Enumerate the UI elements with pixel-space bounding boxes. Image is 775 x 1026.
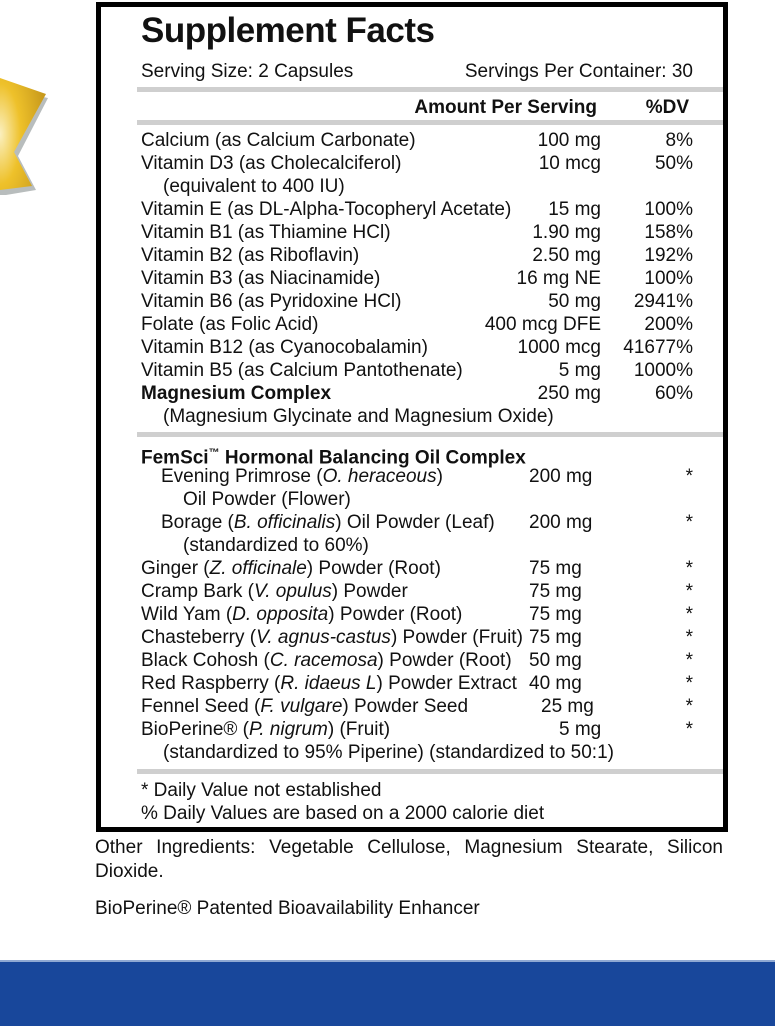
- nutrient-row: Vitamin D3 (as Cholecalciferol) 10 mcg 50%: [141, 153, 693, 174]
- blend-item: Evening Primrose (O. heraceous) 200 mg *: [161, 466, 693, 487]
- divider: [137, 769, 723, 774]
- nutrient-row: Calcium (as Calcium Carbonate) 100 mg 8%: [141, 130, 693, 151]
- servings-per-container: Servings Per Container: 30: [464, 61, 693, 82]
- nutrient-row: Magnesium Complex 250 mg 60%: [141, 383, 693, 404]
- nutrient-note: (Magnesium Glycinate and Magnesium Oxide): [163, 406, 554, 427]
- nutrient-row: Vitamin E (as DL-Alpha-Tocopheryl Acetate) 15 mg 100%: [141, 199, 693, 220]
- bioperine-note: BioPerine® Patented Bioavailability Enhancer: [95, 898, 480, 919]
- nutrient-row: Vitamin B12 (as Cyanocobalamin) 1000 mcg 41677%: [141, 337, 693, 358]
- dv-header: %DV: [645, 97, 689, 118]
- nutrient-row: Vitamin B2 (as Riboflavin) 2.50 mg 192%: [141, 245, 693, 266]
- herb-row: Black Cohosh (C. racemosa) Powder (Root) 50 mg *: [141, 650, 693, 671]
- gold-decorative-shape: [0, 70, 50, 195]
- herb-row: Chasteberry (V. agnus-castus) Powder (Fruit) 75 mg *: [141, 627, 693, 648]
- serving-size: Serving Size: 2 Capsules: [141, 61, 354, 82]
- herb-note: (standardized to 95% Piperine) (standardized to 50:1): [163, 742, 614, 763]
- blend-item: Borage (B. officinalis) Oil Powder (Leaf) 200 mg *: [161, 512, 693, 533]
- herb-row: Cramp Bark (V. opulus) Powder 75 mg *: [141, 581, 693, 602]
- nutrient-row: Folate (as Folic Acid) 400 mcg DFE 200%: [141, 314, 693, 335]
- blend-title: FemSci™ Hormonal Balancing Oil Complex: [141, 447, 526, 469]
- nutrient-row: Vitamin B5 (as Calcium Pantothenate) 5 mg 1000%: [141, 360, 693, 381]
- blend-item-note: (standardized to 60%): [183, 535, 369, 556]
- panel-title: Supplement Facts: [141, 11, 435, 50]
- footnote-dv-not-established: * Daily Value not established: [141, 780, 382, 801]
- divider: [137, 120, 723, 125]
- blue-footer-band: [0, 960, 775, 1026]
- herb-row: Wild Yam (D. opposita) Powder (Root) 75 mg *: [141, 604, 693, 625]
- nutrient-row: Vitamin B3 (as Niacinamide) 16 mg NE 100%: [141, 268, 693, 289]
- serving-info: [141, 61, 693, 83]
- herb-row: Red Raspberry (R. idaeus L) Powder Extract 40 mg *: [141, 673, 693, 694]
- supplement-facts-panel: [96, 2, 728, 832]
- divider: [137, 87, 723, 92]
- nutrient-row: Vitamin B1 (as Thiamine HCl) 1.90 mg 158%: [141, 222, 693, 243]
- nutrient-note: (equivalent to 400 IU): [163, 176, 345, 197]
- divider: [137, 432, 723, 437]
- herb-row: Fennel Seed (F. vulgare) Powder Seed 25 mg *: [141, 696, 693, 717]
- herb-row: Ginger (Z. officinale) Powder (Root) 75 mg *: [141, 558, 693, 579]
- blend-item-note: Oil Powder (Flower): [183, 489, 351, 510]
- footnote-calorie-diet: % Daily Values are based on a 2000 calorie diet: [141, 803, 545, 824]
- herb-row: BioPerine® (P. nigrum) (Fruit) 5 mg *: [141, 719, 693, 740]
- other-ingredients: Other Ingredients: Vegetable Cellulose, Magnesium Stearate, Silicon Dioxide.: [95, 837, 723, 882]
- amount-header: Amount Per Serving: [414, 97, 597, 118]
- nutrient-row: Vitamin B6 (as Pyridoxine HCl) 50 mg 2941%: [141, 291, 693, 312]
